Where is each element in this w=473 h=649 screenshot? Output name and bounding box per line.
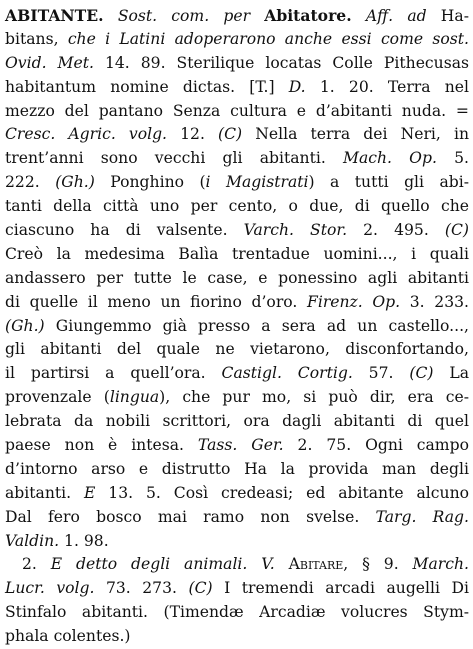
text-run: i Magistrati [205, 173, 309, 192]
text-run: 73. 273. [94, 579, 189, 598]
text-run: (C) [444, 221, 469, 240]
entry-line [5, 482, 469, 506]
text-run: E detto degli animali. V. [50, 555, 275, 574]
text-run: Cresc. Agric. volg. [5, 125, 168, 144]
text-run: 1. 98. [59, 531, 109, 550]
entry-line [5, 577, 469, 601]
text-run: Aff. ad [365, 7, 427, 25]
text-run: phala colentes.) [5, 627, 131, 646]
text-run: Tass. Ger. [197, 436, 284, 455]
text-run: Abitare [288, 555, 344, 574]
text-run: Stinfalo abitanti. (Timendæ Arcadiæ volucres Stym- [5, 603, 469, 622]
text-run: , § 9. [343, 555, 413, 574]
dictionary-entry-abitante [5, 4, 469, 649]
text-run: abitanti. [5, 483, 84, 502]
entry-line [5, 28, 469, 52]
text-run: provenzale ( [5, 388, 110, 407]
entry-line [5, 4, 469, 28]
text-run: Ovid. Met. [5, 53, 94, 72]
text-run: mezzo del pantano Senza cultura e d’abitanti nuda. = [5, 101, 469, 120]
entry-line [5, 100, 469, 124]
text-run: ciascuno ha di valsente. [5, 221, 244, 240]
text-run: 12. [167, 125, 219, 144]
text-run: (Gh.) [55, 173, 95, 192]
entry-line [5, 123, 469, 147]
text-run: Abitatore. [264, 6, 352, 25]
entry-line [5, 291, 469, 315]
text-run: Targ. Rag. [375, 507, 469, 526]
text-run: bitans, [5, 29, 68, 48]
text-run: Nella terra dei Neri, in [242, 125, 469, 144]
text-run [250, 7, 264, 25]
text-run: Dal fero bosco mai ramo non svelse. [5, 507, 376, 526]
text-run: 14. 89. Sterilique locatas Colle Pithecusas [93, 53, 469, 72]
entry-line [5, 410, 469, 434]
text-run: Varch. Stor. [243, 221, 348, 240]
text-run: d’intorno arso e distrutto Ha la provida man degli [5, 459, 469, 478]
entry-line [5, 52, 469, 76]
text-run: Lucr. volg. [5, 579, 95, 598]
text-run: Castigl. Cortig. [221, 364, 353, 383]
entry-line [5, 219, 469, 243]
text-run: La [433, 364, 470, 383]
text-run [275, 555, 289, 573]
text-run: andassero per tutte le case, e ponessino agli abitanti [5, 268, 469, 287]
entry-line [5, 147, 469, 171]
text-run: Ha- [426, 7, 469, 25]
entry-line [5, 553, 469, 577]
entry-line [5, 458, 469, 482]
entry-line [5, 171, 469, 195]
entry-line [5, 625, 469, 649]
text-run: 13. 5. Così credeasi; ed abitante alcuno [95, 483, 469, 502]
text-run: 2. 75. Ogni campo [283, 436, 469, 455]
entry-line [5, 506, 469, 530]
text-run: il partirsi a quell’ora. [5, 364, 222, 383]
text-run: 57. [352, 364, 410, 383]
text-run: paese non è intesa. [5, 436, 198, 455]
entry-line [5, 386, 469, 410]
entry-line [5, 243, 469, 267]
text-run: E [84, 483, 96, 502]
text-run: tanti della città uno per cento, o due, di quello che [5, 197, 469, 216]
text-run: (C) [218, 125, 243, 144]
text-run: I tremendi arcadi augelli Di [212, 579, 469, 598]
text-run: Valdin. [5, 531, 60, 550]
text-run: Ponghino ( [94, 173, 206, 192]
entry-line [5, 601, 469, 625]
text-run: lingua [109, 388, 160, 407]
text-run [352, 7, 366, 25]
text-run: (Gh.) [5, 316, 45, 335]
entry-line [5, 530, 469, 554]
text-run: March. [412, 555, 469, 574]
text-run: Giungemmo già presso a sera ad un castello..., [44, 316, 469, 335]
text-run: trent’anni sono vecchi gli abitanti. [5, 149, 343, 168]
text-run: habitantum nomine dictas. [T.] [5, 77, 289, 96]
text-run: 222. [5, 173, 56, 192]
text-run: 3. 233. [400, 292, 470, 311]
text-run: 2. [22, 555, 51, 574]
text-run: gli abitanti del quale ne vietarono, disconfortando, [5, 340, 469, 359]
text-run: D. [288, 77, 306, 96]
entry-line [5, 76, 469, 100]
entry-line [5, 195, 469, 219]
text-run: ), che pur mo, si può dir, era ce- [159, 388, 469, 407]
text-run: ) a tutti gli abi- [308, 173, 470, 192]
text-run: 1. 20. Terra nel [305, 77, 469, 96]
text-run: (C) [409, 364, 434, 383]
entry-line [5, 362, 469, 386]
entry-line [5, 434, 469, 458]
text-run: 2. 495. [347, 221, 445, 240]
entry-line [5, 267, 469, 291]
text-run: di quelle il meno un fiorino d’oro. [5, 292, 308, 311]
text-run: Creò la medesima Balìa trentadue uomini..., i quali [5, 244, 469, 263]
entry-line [5, 315, 469, 339]
text-run: Mach. Op. [342, 149, 437, 168]
text-run: 5. [436, 149, 469, 168]
text-run: lebrata da nobili scrittori, ora dagli abitanti di quel [5, 412, 469, 431]
text-run: Sost. com. per [117, 7, 251, 25]
text-run: Firenz. Op. [307, 292, 401, 311]
entry-line [5, 338, 469, 362]
text-run: ABITANTE. [5, 6, 104, 25]
text-run: che i Latini adoperarono anche essi come sost. [67, 29, 469, 48]
text-run: (C) [188, 579, 213, 598]
text-run [104, 7, 118, 25]
